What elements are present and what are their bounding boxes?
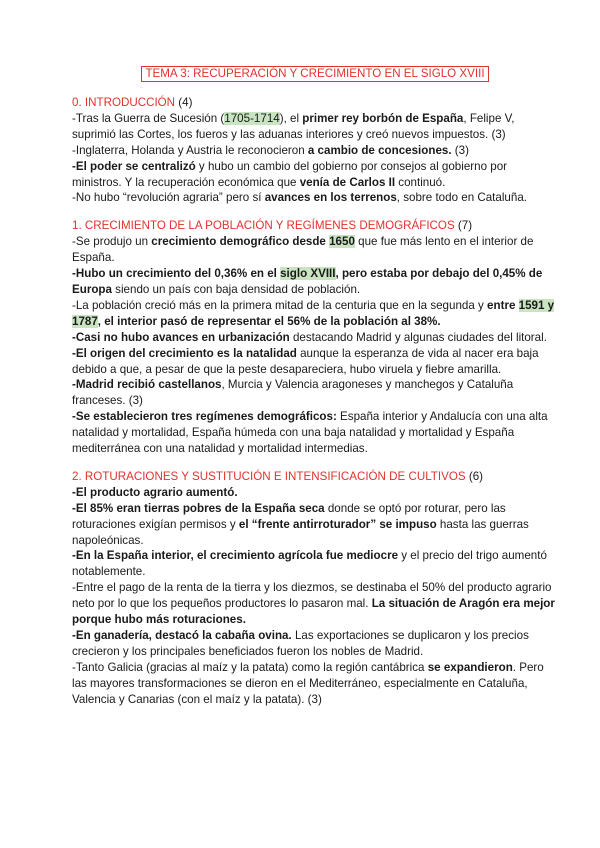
paragraph [72,346,558,378]
section-heading-text: 1. CRECIMIENTO DE LA POBLACIÓN Y REGÍMENES DEMOGRÁFICOS [72,219,455,233]
bold-text: se expandieron [427,660,513,674]
paragraph [72,330,558,346]
bold-text: -Se establecieron tres regímenes demográficos: [72,410,337,424]
text-run: -Se produjo un [72,235,152,249]
highlighted-text: 1705-1714 [224,111,280,125]
text-run: continuó. [395,175,446,189]
paragraph [72,266,558,298]
text-run: -Entre el pago de la renta de la tierra y los diezmos, se destinaba el 50% del producto agrario neto por lo que los pequeños productores lo pasaron mal. [72,581,552,611]
text-run: -Tanto Galicia (gracias al maíz y la patata) como la región cantábrica [72,660,428,674]
paragraph [72,409,558,457]
bold-text: el “frente antirroturador” se impuso [238,517,437,531]
bold-text: entre [487,298,519,312]
sections-container [72,95,558,708]
bold-text: -El origen del crecimiento es la natalidad [72,346,297,360]
text-run: España interior y Andalucía con una alta natalidad y mortalidad, España húmeda con una baja natalidad y mortalidad y España mediterránea con una natalidad y mortalidad intermedias. [72,410,548,456]
text-run: hasta las guerras napoleónicas. [72,517,529,547]
highlighted-text: 1591 y 1787 [72,298,555,328]
section-0 [72,95,558,206]
section-question-count: (4) [178,96,193,109]
section-question-count: (6) [468,469,484,483]
text-run: y hubo un cambio del gobierno por consejos al gobierno por ministros. Y la recuperación económica que [72,159,508,189]
text-run: y el precio del trigo aumentó notablemente. [72,549,547,579]
bold-text: crecimiento demográfico desde [151,235,330,249]
section-heading [72,469,558,485]
paragraph [72,628,558,660]
paragraph [72,159,558,191]
highlighted-text: 1650 [329,235,355,249]
section-question-count: (7) [457,219,473,233]
paragraph [72,298,558,330]
text-run: , sobre todo en Cataluña. [396,191,527,205]
paragraph [72,143,558,159]
paragraph [72,190,558,206]
text-run: siendo un país con baja densidad de población. [111,282,361,296]
bold-text: a cambio de concesiones. [307,143,452,157]
bold-text: -El producto agrario aumentó. [72,485,238,499]
text-run: , Felipe V, suprimió las Cortes, los fueros y las aduanas interiores y creó nuevos impuestos. (3) [72,111,515,141]
bold-text: avances en los terrenos [264,191,397,205]
paragraph [72,485,558,501]
text-run: (3) [451,143,469,157]
bold-text: -En ganadería, destacó la cabaña ovina. [72,629,292,642]
title-wrap [72,66,558,82]
bold-text: -En la España interior, el crecimiento agrícola fue mediocre [72,549,399,563]
text-run: Las exportaciones se duplicaron y los precios crecieron y los principales beneficiados fueron los nobles de Madrid. [72,629,529,658]
text-run: donde se optó por roturar, pero las roturaciones exigían permisos y [72,501,506,531]
text-run: , Murcia y Valencia aragoneses y manchegos y Cataluña franceses. (3) [72,378,514,408]
paragraph [72,580,558,628]
bold-text: , el interior pasó de representar el 56% de la población al 38%. [97,314,441,328]
bold-text: -El 85% eran tierras pobres de la España seca [72,501,325,515]
text-run: -Inglaterra, Holanda y Austria le reconocieron [72,143,308,157]
bold-text: primer rey borbón de España [302,111,464,125]
page-title: TEMA 3: RECUPERACIÓN Y CRECIMIENTO EN EL SIGLO XVIII [141,66,488,82]
section-heading-text: 2. ROTURACIONES Y SUSTITUCIÓN E INTENSIFICACIÓN DE CULTIVOS [72,469,466,483]
paragraph [72,111,558,143]
bold-text: -El poder se centralizó [72,159,196,173]
section-heading [72,95,558,111]
section-1 [72,218,558,457]
text-run: destacando Madrid y algunas ciudades del litoral. [289,330,547,344]
document-page [72,66,558,720]
bold-text: , pero estaba por debajo del 0,45% de Europa [72,267,543,296]
text-run: que fue más lento en el interior de España. [72,235,534,265]
text-run: -Tras la Guerra de Sucesión ( [72,111,225,125]
bold-text: -Casi no hubo avances en urbanización [72,330,290,344]
paragraph [72,548,558,580]
bold-text: -Madrid recibió castellanos [72,378,222,392]
paragraph [72,501,558,549]
text-run: ), el [279,111,303,125]
paragraph [72,660,558,708]
bold-text: -Hubo un crecimiento del 0,36% en el [72,267,281,281]
section-heading [72,218,558,234]
section-2 [72,469,558,708]
text-run: -No hubo “revolución agraria” pero sí [72,191,265,205]
bold-text: La situación de Aragón era mejor porque hubo más roturaciones. [72,597,555,627]
section-heading-text: 0. INTRODUCCIÓN [72,96,176,109]
text-run: -La población creció más en la primera mitad de la centuria que en la segunda y [72,298,488,312]
bold-text: venía de Carlos II [299,175,396,189]
text-run: aunque la esperanza de vida al nacer era baja debido a que, a pesar de que la peste desapareciera, hubo viruela y fiebre amarilla. [72,346,539,376]
paragraph [72,377,558,409]
highlighted-text: siglo XVIII [280,267,336,281]
paragraph [72,234,558,266]
text-run: . Pero las mayores transformaciones se dieron en el Mediterráneo, especialmente en Cataluña, Valencia y Canarias (con el maíz y la patata). (3) [72,660,544,706]
